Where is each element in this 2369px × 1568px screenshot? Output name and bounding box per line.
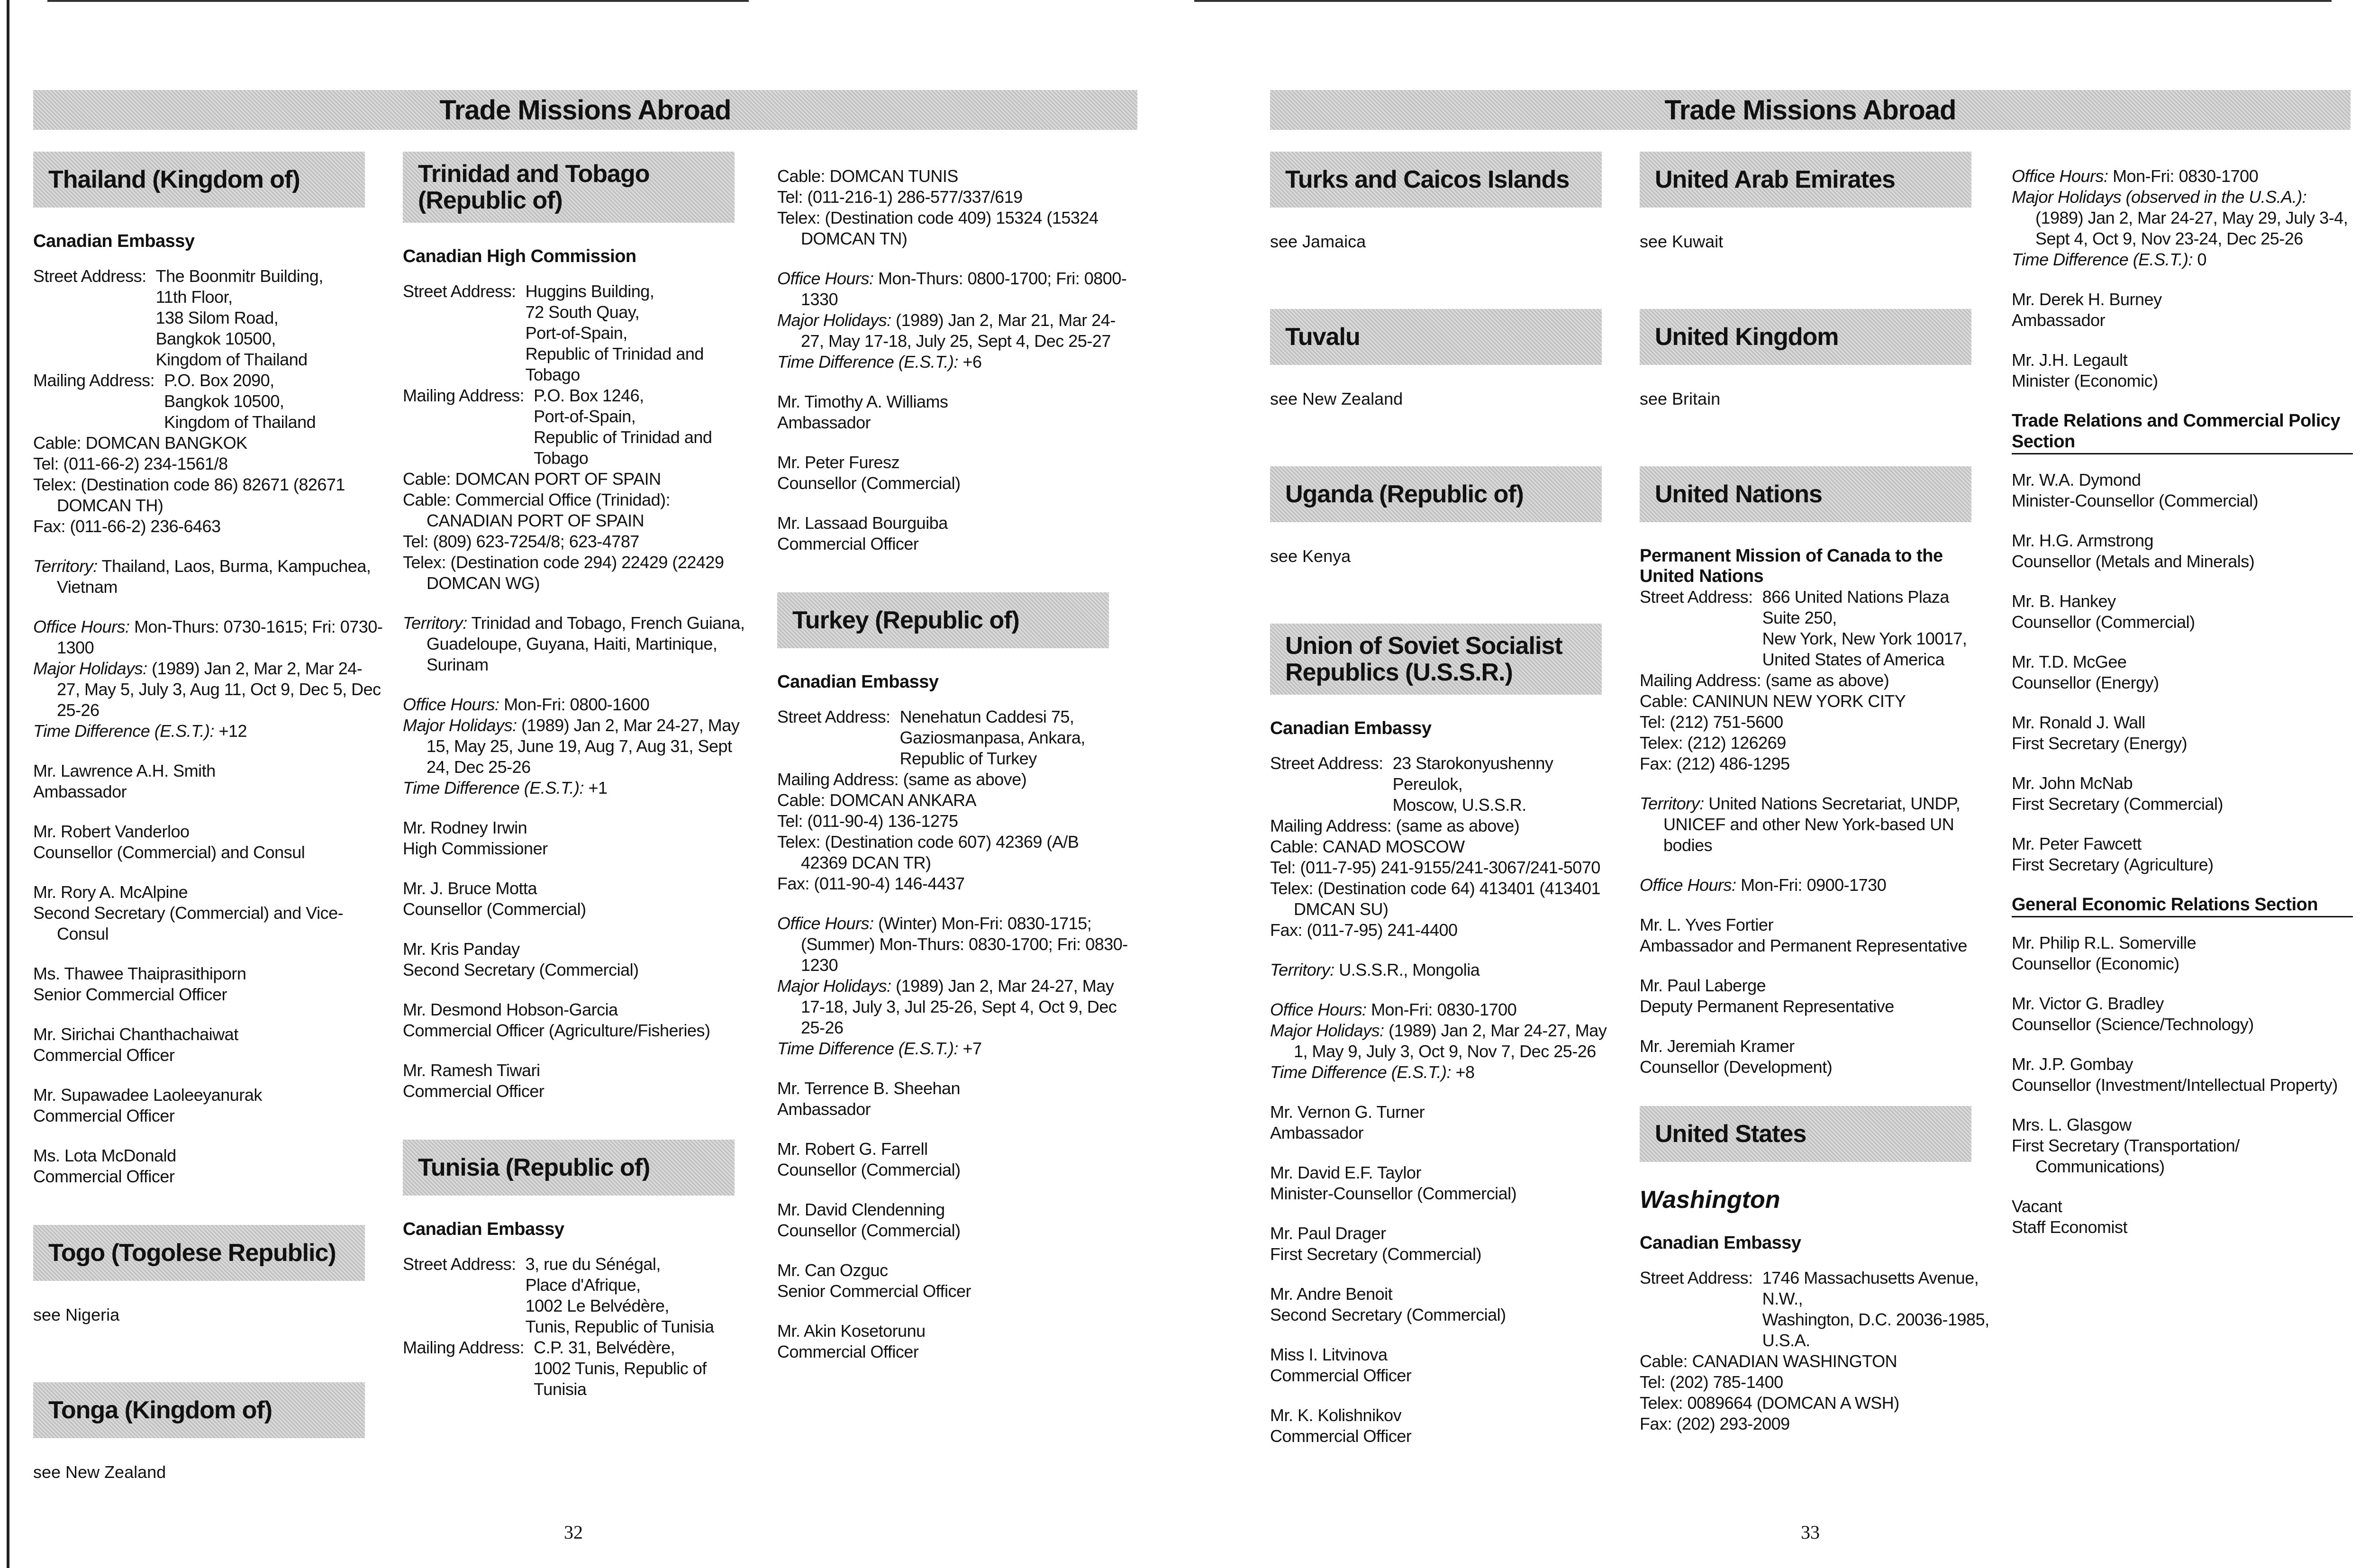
telex: Telex: (Destination code 86) 82671 (82671 DOMCAN TH): [33, 475, 345, 515]
office-hours: Office Hours: Mon-Fri: 0830-1700: [2012, 166, 2259, 186]
country-header-trinidad: Trinidad and Tobago (Republic of): [403, 152, 735, 223]
staff-name: Mr. J.P. Gombay: [2012, 1054, 2133, 1074]
book-gutter: [1171, 0, 1199, 1568]
staff-title: Counsellor (Commercial): [403, 899, 586, 919]
telex: Telex: (Destination code 607) 42369 (A/B 42369 DCAN TR): [777, 832, 1079, 872]
staff-entry: [777, 1321, 1128, 1362]
address-line: Kingdom of Thailand: [164, 412, 316, 432]
staff-title: Ambassador: [2012, 310, 2106, 330]
staff-name: Mr. Peter Fawcett: [2012, 834, 2142, 853]
mailing-address: Mailing Address: C.P. 31, Belvédère, 1002 Tunis, Republic of Tunisia: [403, 1338, 707, 1399]
staff-title: Commercial Officer (Agriculture/Fisheries): [403, 1021, 710, 1040]
staff-name: Mr. John McNab: [2012, 773, 2133, 793]
tel: Tel: (202) 785-1400: [1640, 1372, 1783, 1392]
address-line: Port-of-Spain,: [534, 407, 636, 426]
staff-name: Mr. Victor G. Bradley: [2012, 994, 2164, 1013]
staff-name: Mr. Derek H. Burney: [2012, 290, 2162, 309]
staff-entry: [2012, 1196, 2353, 1238]
staff-title: Commercial Officer: [33, 1045, 175, 1065]
staff-name: Mr. K. Kolishnikov: [1270, 1405, 1402, 1425]
time-difference: Time Difference (E.S.T.): +7: [777, 1039, 982, 1058]
address-line: Place d'Afrique,: [525, 1275, 641, 1295]
staff-entry: [1270, 1344, 1621, 1386]
column-trinidad: [403, 152, 753, 1400]
mailing-address: Mailing Address: (same as above): [1640, 671, 1889, 690]
staff-entry: [1640, 1036, 1990, 1078]
address-line: Moscow, U.S.S.R.: [1392, 795, 1526, 815]
staff-name: Mr. Ronald J. Wall: [2012, 713, 2145, 732]
street-lines: [156, 266, 323, 370]
staff-title: First Secretary (Transportation/ Communications): [2012, 1136, 2240, 1176]
fax: Fax: (202) 293-2009: [1640, 1414, 1790, 1433]
address-line: 72 South Quay,: [525, 302, 640, 322]
address-line: The Boonmitr Building,: [155, 266, 323, 286]
country-header-uae: United Arab Emirates: [1640, 152, 1971, 208]
tel: Tel: (011-66-2) 234-1561/8: [33, 454, 228, 473]
staff-entry: [2012, 993, 2353, 1035]
staff-entry: [1270, 1162, 1621, 1204]
staff-name: Mr. Sirichai Chanthachaiwat: [33, 1024, 238, 1044]
staff-title: Commercial Officer: [777, 534, 919, 553]
office-name: Canadian Embassy: [1270, 718, 1432, 738]
staff-name: Mr. J.H. Legault: [2012, 350, 2128, 370]
time-difference: Time Difference (E.S.T.): 0: [2012, 250, 2206, 269]
staff-title: Ambassador: [777, 413, 871, 432]
address-line: Bangkok 10500,: [155, 329, 276, 348]
staff-list: [777, 391, 1128, 554]
major-holidays: Major Holidays: (1989) Jan 2, Mar 24-27, May 17-18, July 3, Jul 25-26, Sept 4, Oct 9, Dec 25-26: [777, 976, 1117, 1037]
staff-title: Counsellor (Commercial) and Consul: [33, 843, 305, 862]
address-line: Suite 250,: [1762, 608, 1837, 627]
staff-entry: [403, 878, 753, 920]
staff-title: Counsellor (Commercial): [777, 1221, 961, 1240]
address-line: 866 United Nations Plaza: [1762, 587, 1949, 607]
address-line: Tobago: [525, 365, 580, 384]
address-line: 3, rue du Sénégal,: [525, 1254, 661, 1274]
staff-list: [2012, 289, 2353, 391]
staff-list: [2012, 470, 2353, 875]
address-line: P.O. Box 1246,: [534, 386, 644, 405]
office-name: Permanent Mission of Canada to the: [1640, 546, 1943, 566]
see-reference: see New Zealand: [1270, 389, 1403, 408]
section-banner: Trade Missions Abroad: [1270, 90, 2351, 130]
country-header-thailand: Thailand (Kingdom of): [33, 152, 365, 208]
staff-entry: [1270, 1284, 1621, 1325]
staff-entry: [33, 761, 384, 802]
address-line: Nenehatun Caddesi 75,: [899, 707, 1074, 726]
office-hours: Office Hours: Mon-Thurs: 0800-1700; Fri: 0800-1330: [777, 269, 1127, 309]
staff-name: Mr. Rory A. McAlpine: [33, 882, 188, 902]
page-number: 32: [564, 1522, 583, 1543]
staff-entry: [2012, 289, 2353, 331]
telex: Telex: (Destination code 409) 15324 (15324 DOMCAN TN): [777, 208, 1098, 248]
address-line: 138 Silom Road,: [155, 308, 279, 327]
country-header-turks-caicos: Turks and Caicos Islands: [1270, 152, 1602, 208]
address-line: Bangkok 10500,: [164, 391, 284, 411]
staff-entry: [33, 882, 384, 944]
address-line: Republic of Trinidad and: [525, 344, 704, 363]
office-hours: Office Hours: Mon-Thurs: 0730-1615; Fri: 0730-1300: [33, 617, 383, 657]
staff-title: Deputy Permanent Representative: [1640, 997, 1894, 1016]
staff-list: [33, 761, 384, 1187]
section-heading-economic-relations: General Economic Relations Section: [2012, 894, 2353, 917]
country-header-tunisia: Tunisia (Republic of): [403, 1140, 735, 1196]
staff-entry: [1640, 915, 1990, 956]
major-holidays: Major Holidays: (1989) Jan 2, Mar 24-27, May 1, May 9, July 3, Oct 9, Nov 7, Dec 25-26: [1270, 1021, 1607, 1061]
office-name: Canadian Embassy: [777, 672, 939, 692]
see-reference: see Kenya: [1270, 546, 1351, 566]
telex: Telex: (Destination code 64) 413401 (413401 DMCAN SU): [1270, 879, 1600, 919]
cable: Cable: DOMCAN TUNIS: [777, 166, 958, 186]
staff-title: Minister (Economic): [2012, 371, 2158, 390]
address-line: Tobago: [534, 448, 589, 468]
staff-name: Miss I. Litvinova: [1270, 1345, 1388, 1364]
staff-name: Mr. Lawrence A.H. Smith: [33, 761, 216, 780]
time-difference: Time Difference (E.S.T.): +6: [777, 352, 982, 372]
country-header-uk: United Kingdom: [1640, 309, 1971, 365]
address-line: New York, New York 10017,: [1762, 629, 1967, 648]
staff-list: [777, 1078, 1128, 1362]
staff-name: Mr. Vernon G. Turner: [1270, 1102, 1425, 1122]
telex: Telex: (212) 126269: [1640, 733, 1786, 752]
staff-title: Counsellor (Commercial): [777, 1160, 961, 1179]
see-reference: see Jamaica: [1270, 232, 1366, 251]
territory: Territory: Thailand, Laos, Burma, Kampuchea, Vietnam: [33, 556, 371, 597]
staff-entry: [403, 1060, 753, 1102]
staff-name: Mr. Desmond Hobson-Garcia: [403, 1000, 618, 1019]
section-heading-trade-relations: Trade Relations and Commercial Policy Section: [2012, 410, 2353, 454]
address-line: C.P. 31, Belvédère,: [534, 1338, 675, 1357]
staff-name: Mr. Peter Furesz: [777, 453, 900, 472]
staff-title: Counsellor (Energy): [2012, 673, 2159, 692]
street-address: Street Address: 23 Starokonyushenny Pereulok, Moscow, U.S.S.R.: [1270, 753, 1553, 815]
staff-entry: [777, 1139, 1128, 1180]
country-header-turkey: Turkey (Republic of): [777, 592, 1109, 648]
address-line: Port-of-Spain,: [525, 323, 627, 343]
address-line: Pereulok,: [1392, 774, 1463, 794]
major-holidays: Major Holidays: (1989) Jan 2, Mar 24-27, May 15, May 25, June 19, Aug 7, Aug 31, Sept 24, Dec 25-26: [403, 716, 740, 777]
staff-list: [2012, 933, 2353, 1238]
country-header-united-states: United States: [1640, 1106, 1971, 1162]
staff-title: Ambassador: [33, 782, 127, 801]
column-turks-ussr: [1270, 152, 1621, 1466]
staff-entry: [777, 1078, 1128, 1120]
address-line: Republic of Turkey: [899, 749, 1037, 768]
staff-name: Mr. Terrence B. Sheehan: [777, 1079, 961, 1098]
staff-entry: [1270, 1102, 1621, 1143]
address-line: United States of America: [1762, 650, 1944, 669]
staff-name: Mr. L. Yves Fortier: [1640, 915, 1773, 934]
address-line: N.W.,: [1762, 1289, 1803, 1308]
territory: Territory: Trinidad and Tobago, French Guiana, Guadeloupe, Guyana, Haiti, Martinique, Surinam: [403, 613, 745, 674]
address-line: 1746 Massachusetts Avenue,: [1762, 1268, 1979, 1287]
major-holidays: Major Holidays (observed in the U.S.A.): (1989) Jan 2, Mar 24-27, May 29, July 3-4, Sept 4, Oct 9, Nov 23-24, Dec 25-26: [2012, 187, 2348, 248]
address-line: Washington, D.C. 20036-1985,: [1762, 1310, 1989, 1329]
staff-name: Mr. Lassaad Bourguiba: [777, 513, 948, 533]
territory: Territory: United Nations Secretariat, UNDP, UNICEF and other New York-based UN bodies: [1640, 794, 1961, 855]
staff-title: Ambassador: [777, 1099, 871, 1119]
staff-title: Counsellor (Metals and Minerals): [2012, 552, 2255, 571]
country-header-un: United Nations: [1640, 466, 1971, 522]
staff-title: Commercial Officer: [777, 1342, 919, 1361]
staff-title: Counsellor (Commercial): [777, 473, 961, 493]
mailing-address: Mailing Address: P.O. Box 2090, Bangkok 10500, Kingdom of Thailand: [33, 371, 316, 432]
staff-title: First Secretary (Energy): [2012, 734, 2187, 753]
staff-entry: [33, 963, 384, 1005]
staff-entry: [2012, 712, 2353, 754]
staff-title: Minister-Counsellor (Commercial): [1270, 1184, 1517, 1203]
staff-title: Counsellor (Investment/Intellectual Property): [2012, 1075, 2338, 1095]
fax: Fax: (011-90-4) 146-4437: [777, 874, 965, 893]
staff-name: Mr. J. Bruce Motta: [403, 879, 537, 898]
mailing-address: Mailing Address: (same as above): [1270, 816, 1520, 835]
staff-name: Mr. Can Ozguc: [777, 1260, 888, 1280]
office-hours: Office Hours: (Winter) Mon-Fri: 0830-1715; (Summer) Mon-Thurs: 0830-1700; Fri: 0830-1230: [777, 914, 1128, 975]
address-line: 1002 Tunis, Republic of: [534, 1359, 707, 1378]
page-32: [0, 0, 1171, 1568]
street-address: Street Address: Nenehatun Caddesi 75, Gaziosmanpasa, Ankara, Republic of Turkey: [777, 707, 1085, 768]
address-line: 11th Floor,: [155, 287, 233, 307]
staff-title: First Secretary (Commercial): [1270, 1244, 1482, 1264]
staff-title: Counsellor (Commercial): [2012, 612, 2195, 632]
staff-title: First Secretary (Commercial): [2012, 794, 2224, 814]
address-line: Tunisia: [534, 1379, 587, 1399]
staff-title: Counsellor (Economic): [2012, 954, 2179, 973]
staff-entry: [2012, 933, 2353, 974]
mailing-lines: [164, 370, 316, 433]
staff-entry: [777, 1260, 1128, 1302]
staff-title: Counsellor (Science/Technology): [2012, 1015, 2254, 1034]
staff-entry: [403, 939, 753, 980]
cable: Cable: DOMCAN BANGKOK: [33, 433, 247, 453]
see-reference: see Kuwait: [1640, 232, 1724, 251]
staff-entry: [1270, 1405, 1621, 1447]
staff-entry: [2012, 470, 2353, 511]
staff-title: Second Secretary (Commercial): [403, 960, 639, 979]
staff-name: Mr. Paul Laberge: [1640, 976, 1766, 995]
staff-name: Mr. Timothy A. Williams: [777, 392, 948, 411]
tel: Tel: (809) 623-7254/8; 623-4787: [403, 532, 639, 551]
staff-title: High Commissioner: [403, 839, 548, 858]
column-tunisia-turkey: [777, 166, 1128, 1381]
staff-title: Minister-Counsellor (Commercial): [2012, 491, 2259, 510]
staff-title: Commercial Officer: [403, 1081, 545, 1101]
see-reference: see Britain: [1640, 389, 1721, 408]
staff-title: Commercial Officer: [1270, 1366, 1412, 1385]
staff-name: Mr. H.G. Armstrong: [2012, 531, 2154, 550]
staff-name: Mr. David Clendenning: [777, 1200, 945, 1219]
staff-entry: [777, 513, 1128, 554]
time-difference: Time Difference (E.S.T.): +1: [403, 778, 608, 798]
staff-entry: [2012, 350, 2353, 391]
staff-name: Mr. Philip R.L. Somerville: [2012, 933, 2197, 952]
telex: Telex: (Destination code 294) 22429 (22429 DOMCAN WG): [403, 553, 724, 593]
staff-name: Mr. Jeremiah Kramer: [1640, 1036, 1795, 1056]
territory: Territory: U.S.S.R., Mongolia: [1270, 960, 1480, 979]
cable: Cable: DOMCAN PORT OF SPAIN: [403, 469, 661, 489]
staff-entry: [2012, 652, 2353, 693]
staff-title: Senior Commercial Officer: [777, 1281, 971, 1301]
country-header-tuvalu: Tuvalu: [1270, 309, 1602, 365]
time-difference: Time Difference (E.S.T.): +8: [1270, 1062, 1475, 1082]
street-address: Street Address: 866 United Nations Plaza Suite 250, New York, New York 10017, United States of America: [1640, 587, 1967, 669]
country-header-tonga: Tonga (Kingdom of): [33, 1382, 365, 1438]
staff-name: Ms. Thawee Thaiprasithiporn: [33, 964, 246, 983]
column-thailand: [33, 152, 384, 1540]
mailing-address: Mailing Address: P.O. Box 1246, Port-of-Spain, Republic of Trinidad and Tobago: [403, 386, 712, 468]
staff-name: Mr. David E.F. Taylor: [1270, 1163, 1421, 1182]
office-name-cont: United Nations: [1640, 566, 1764, 586]
fax: Fax: (011-66-2) 236-6463: [33, 517, 221, 536]
street-address: Street Address: 1746 Massachusetts Avenue, N.W., Washington, D.C. 20036-1985, U.S.A.: [1640, 1268, 1989, 1350]
major-holidays: Major Holidays: (1989) Jan 2, Mar 2, Mar 24-27, May 5, July 3, Aug 11, Oct 9, Dec 5, Dec 25-26: [33, 659, 381, 720]
staff-entry: [2012, 530, 2353, 572]
column-uae-us: [1640, 152, 1990, 1434]
see-reference: see New Zealand: [33, 1462, 166, 1482]
staff-title: Senior Commercial Officer: [33, 985, 227, 1004]
street-address: Street Address: 3, rue du Sénégal, Place d'Afrique, 1002 Le Belvédère, Tunis, Republic of Tunisia: [403, 1254, 714, 1336]
street-address: Street Address: Huggins Building, 72 South Quay, Port-of-Spain, Republic of Trinidad and Tobago: [403, 281, 704, 384]
office-name: Canadian Embassy: [403, 1219, 564, 1239]
office-hours: Office Hours: Mon-Fri: 0800-1600: [403, 695, 650, 714]
address-line: 1002 Le Belvédère,: [525, 1296, 669, 1315]
staff-entry: [1640, 975, 1990, 1017]
mailing-address: Mailing Address: (same as above): [777, 770, 1027, 789]
staff-name: Mr. Supawadee Laoleeyanurak: [33, 1085, 262, 1105]
telex: Telex: 0089664 (DOMCAN A WSH): [1640, 1393, 1899, 1413]
address-line: Huggins Building,: [525, 281, 654, 301]
staff-entry: [2012, 591, 2353, 633]
fax: Fax: (212) 486-1295: [1640, 754, 1790, 773]
staff-entry: [2012, 773, 2353, 815]
staff-title: Staff Economist: [2012, 1217, 2127, 1237]
staff-title: Commercial Officer: [1270, 1426, 1412, 1446]
section-banner: Trade Missions Abroad: [33, 90, 1137, 130]
staff-entry: [33, 1024, 384, 1066]
staff-title: Commercial Officer: [33, 1106, 175, 1125]
staff-title: Commercial Officer: [33, 1167, 175, 1186]
address-line: P.O. Box 2090,: [164, 371, 274, 390]
cable-commercial: Cable: Commercial Office (Trinidad): CANADIAN PORT OF SPAIN: [403, 490, 671, 530]
page-number: 33: [1801, 1522, 1820, 1543]
staff-entry: [33, 1145, 384, 1187]
column-us-staff: [2012, 166, 2353, 1257]
country-header-ussr: Union of Soviet Socialist Republics (U.S.S.R.): [1270, 624, 1602, 695]
office-name: Canadian Embassy: [33, 231, 195, 251]
address-line: U.S.A.: [1762, 1331, 1810, 1350]
cable: Cable: CANADIAN WASHINGTON: [1640, 1351, 1897, 1371]
staff-name: Mr. B. Hankey: [2012, 591, 2116, 611]
country-header-togo: Togo (Togolese Republic): [33, 1225, 365, 1281]
staff-name: Vacant: [2012, 1196, 2062, 1216]
address-line: Gaziosmanpasa, Ankara,: [899, 728, 1085, 747]
staff-name: Mr. T.D. McGee: [2012, 652, 2127, 671]
city-heading: Washington: [1640, 1186, 1780, 1214]
address-line: Tunis, Republic of Tunisia: [525, 1317, 714, 1336]
staff-entry: [1270, 1223, 1621, 1265]
staff-entry: [403, 999, 753, 1041]
country-header-uganda: Uganda (Republic of): [1270, 466, 1602, 522]
staff-name: Mr. W.A. Dymond: [2012, 470, 2141, 489]
street-address: Street Address: The Boonmitr Building, 11th Floor, 138 Silom Road, Bangkok 10500, Kingdom of Thailand: [33, 266, 323, 369]
staff-name: Mr. Ramesh Tiwari: [403, 1060, 540, 1080]
staff-title: First Secretary (Agriculture): [2012, 855, 2214, 874]
major-holidays: Major Holidays: (1989) Jan 2, Mar 21, Mar 24-27, May 17-18, July 25, Sept 4, Dec 25-27: [777, 310, 1116, 351]
staff-entry: [777, 1199, 1128, 1241]
staff-name: Mr. Robert Vanderloo: [33, 822, 190, 841]
cable: Cable: CANAD MOSCOW: [1270, 837, 1465, 856]
staff-list: [1640, 915, 1990, 1078]
staff-entry: [403, 817, 753, 859]
staff-entry: [2012, 1054, 2353, 1096]
staff-name: Mr. Rodney Irwin: [403, 818, 527, 837]
staff-name: Mr. Andre Benoit: [1270, 1284, 1393, 1304]
office-hours: Office Hours: Mon-Fri: 0830-1700: [1270, 1000, 1517, 1019]
staff-title: Ambassador and Permanent Representative: [1640, 936, 1967, 955]
tel: Tel: (212) 751-5600: [1640, 712, 1783, 732]
address-line: Kingdom of Thailand: [155, 350, 308, 369]
cable: Cable: DOMCAN ANKARA: [777, 790, 977, 810]
see-reference: see Nigeria: [33, 1305, 120, 1324]
office-name: Canadian Embassy: [1640, 1233, 1801, 1253]
staff-title: Second Secretary (Commercial): [1270, 1305, 1506, 1324]
staff-entry: [2012, 834, 2353, 875]
staff-entry: [33, 1085, 384, 1126]
staff-name: Mrs. L. Glasgow: [2012, 1115, 2132, 1134]
staff-name: Mr. Kris Panday: [403, 939, 520, 959]
time-difference: Time Difference (E.S.T.): +12: [33, 721, 247, 741]
cable: Cable: CANINUN NEW YORK CITY: [1640, 691, 1906, 711]
office-name: Canadian High Commission: [403, 246, 636, 266]
page-33: [1199, 0, 2369, 1568]
staff-name: Mr. Akin Kosetorunu: [777, 1321, 926, 1341]
staff-entry: [777, 391, 1128, 433]
staff-title: Second Secretary (Commercial) and Vice-Consul: [33, 903, 344, 943]
tel: Tel: (011-7-95) 241-9155/241-3067/241-5070: [1270, 858, 1600, 877]
staff-entry: [2012, 1115, 2353, 1177]
fax: Fax: (011-7-95) 241-4400: [1270, 920, 1458, 940]
tel: Tel: (011-90-4) 136-1275: [777, 811, 958, 831]
address-line: 23 Starokonyushenny: [1392, 753, 1553, 773]
address-line: Republic of Trinidad and: [534, 427, 712, 447]
staff-name: Mr. Robert G. Farrell: [777, 1139, 928, 1159]
staff-title: Ambassador: [1270, 1123, 1364, 1142]
tel: Tel: (011-216-1) 286-577/337/619: [777, 187, 1023, 207]
staff-entry: [777, 452, 1128, 494]
office-hours: Office Hours: Mon-Fri: 0900-1730: [1640, 875, 1887, 895]
staff-list: [1270, 1102, 1621, 1447]
staff-list: [403, 817, 753, 1102]
staff-name: Ms. Lota McDonald: [33, 1146, 176, 1165]
staff-title: Counsellor (Development): [1640, 1057, 1833, 1077]
staff-entry: [33, 821, 384, 863]
staff-name: Mr. Paul Drager: [1270, 1224, 1386, 1243]
